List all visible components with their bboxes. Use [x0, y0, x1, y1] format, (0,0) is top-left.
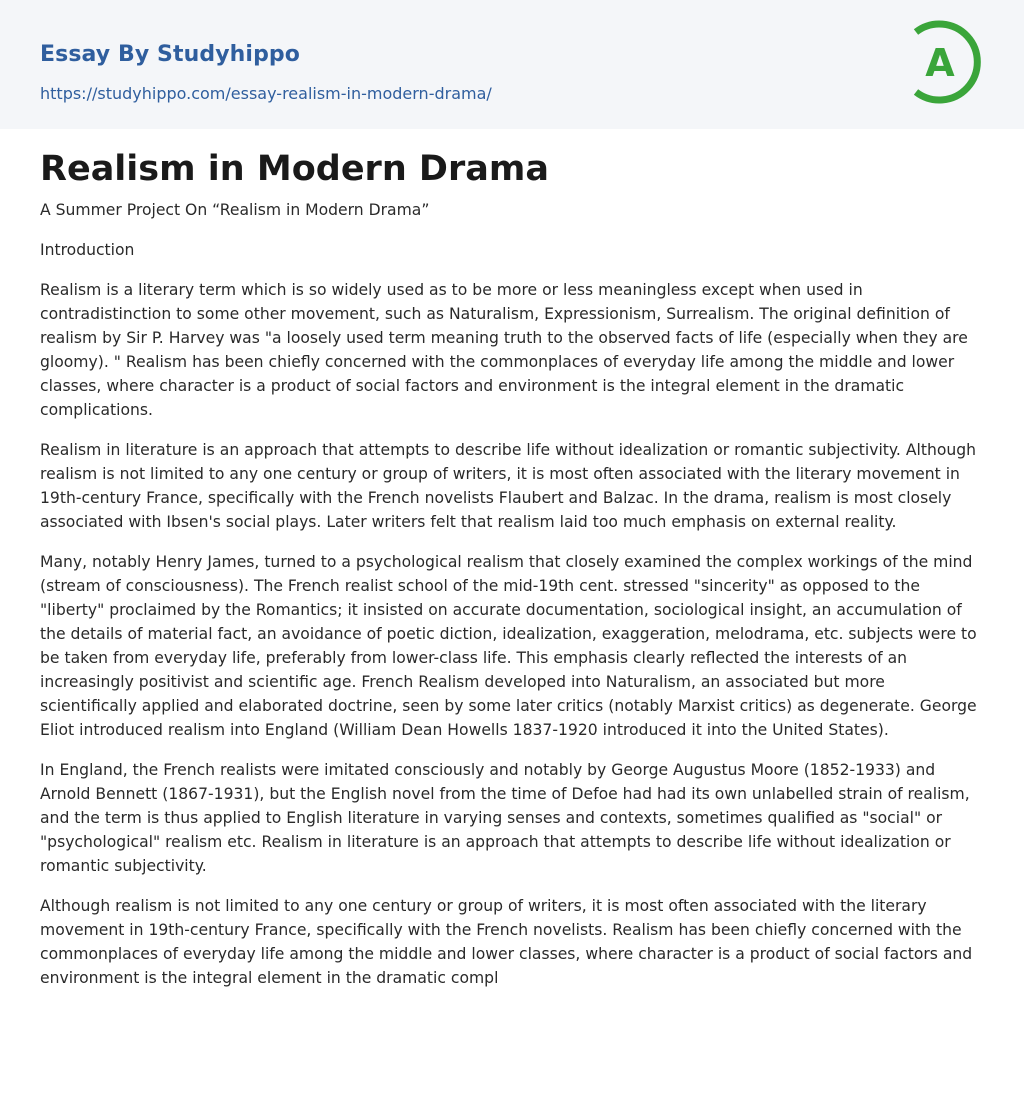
- section-heading: Introduction: [40, 241, 135, 259]
- paragraph-5: Although realism is not limited to any one century or group of writers, it is most often associated with the literary movement in 19th-century France, specifically with the French novelists. Realism has been chiefly concerned with the commonplaces of everyday life among the middle and lower classes, where character is a product of social factors and environment is the integral element in the dramatic compl: [40, 897, 973, 987]
- studyhippo-logo-icon[interactable]: [912, 19, 986, 105]
- page-title: Realism in Modern Drama: [40, 149, 549, 189]
- site-header: [0, 0, 1024, 129]
- article-subtitle: A Summer Project On “Realism in Modern Drama”: [40, 201, 430, 219]
- paragraph-1: Realism is a literary term which is so widely used as to be more or less meaningless except when used in contradistinction to some other movement, such as Naturalism, Expressionism, Surrealism. The original definition of realism by Sir P. Harvey was "a loosely used term meaning truth to the observed facts of life (especially when they are gloomy). " Realism has been chiefly concerned with the commonplaces of everyday life among the middle and lower classes, where character is a product of social factors and environment is the integral element in the dramatic complications.: [40, 281, 968, 419]
- essay-url-link[interactable]: https://studyhippo.com/essay-realism-in-modern-drama/: [40, 84, 492, 103]
- site-brand[interactable]: Essay By Studyhippo: [40, 42, 300, 67]
- paragraph-3: Many, notably Henry James, turned to a psychological realism that closely examined the complex workings of the mind (stream of consciousness). The French realist school of the mid-19th cent. stressed "sincerity" as opposed to the "liberty" proclaimed by the Romantics; it insisted on accurate documentation, sociological insight, an accumulation of the details of material fact, an avoidance of poetic diction, idealization, exaggeration, melodrama, etc. subjects were to be taken from everyday life, preferably from lower-class life. This emphasis clearly reflected the interests of an increasingly positivist and scientific age. French Realism developed into Naturalism, an associated but more scientifically applied and elaborated doctrine, seen by some later critics (notably Marxist critics) as degenerate. George Eliot introduced realism into England (William Dean Howells 1837-1920 introduced it into the United States).: [40, 553, 977, 739]
- paragraph-4: In England, the French realists were imitated consciously and notably by George Augustus Moore (1852-1933) and Arnold Bennett (1867-1931), but the English novel from the time of Defoe had had its own unlabelled strain of realism, and the term is thus applied to English literature in varying senses and contexts, sometimes qualified as "social" or "psychological" realism etc. Realism in literature is an approach that attempts to describe life without idealization or romantic subjectivity.: [40, 761, 970, 875]
- logo-letter: A: [925, 41, 955, 85]
- paragraph-2: Realism in literature is an approach that attempts to describe life without idealization or romantic subjectivity. Although realism is not limited to any one century or group of writers, it is most often associated with the literary movement in 19th-century France, specifically with the French novelists Flaubert and Balzac. In the drama, realism is most closely associated with Ibsen's social plays. Later writers felt that realism laid too much emphasis on external reality.: [40, 441, 977, 531]
- article: [0, 129, 1024, 990]
